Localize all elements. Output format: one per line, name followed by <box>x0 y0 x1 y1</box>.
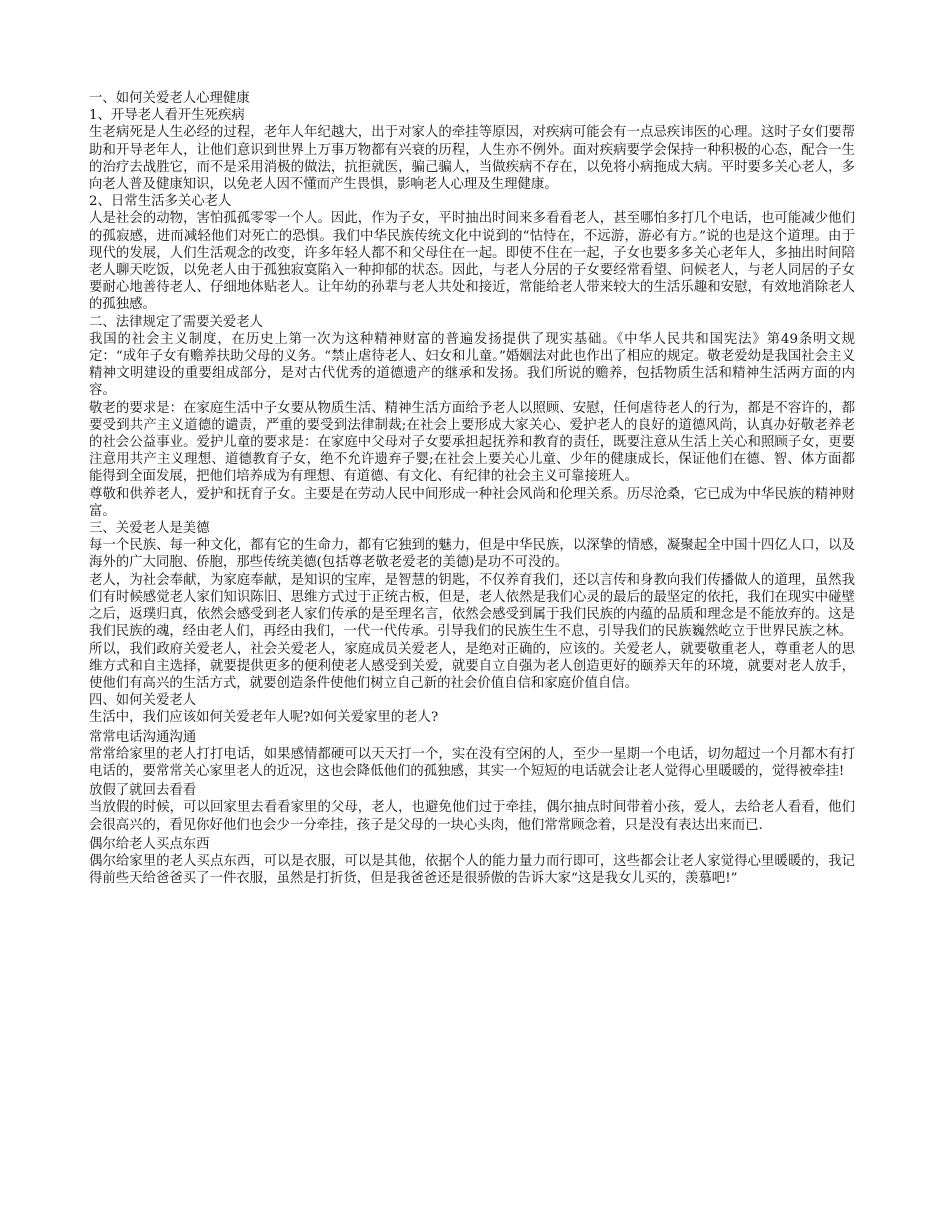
paragraph: 老人，为社会奉献，为家庭奉献，是知识的宝库，是智慧的钥匙，不仅养育我们，还以言传和身教向我们传播做人的道理，虽然我们有时候感觉老人家们知识陈旧、思维方式过于正统古板，但是，老人依然是我们心灵的最后的最坚定的依托，我们在现实中碰壁之后，返璞归真，依然会感受到老人家们传承的是至理名言，依然会感受到属于我们民族的内蕴的品质和理念是不能放弃的。这是我们民族的魂，经由老人们，再经由我们，一代一代传承。引导我们的民族生生不息，引导我们的民族巍然屹立于世界民族之林。 <box>89 572 855 640</box>
paragraph: 所以，我们政府关爱老人，社会关爱老人，家庭成员关爱老人，是绝对正确的，应该的。关爱老人，就要敬重老人，尊重老人的思维方式和自主选择，就要提供更多的便利使老人感受到关爱，就要自立自强为老人创造更好的颐养天年的环境，就要对老人放手，使他们有高兴的生活方式，就要创造条件使他们树立自己新的社会价值自信和家庭价值自信。 <box>89 641 855 691</box>
paragraph: 生活中，我们应该如何关爱老年人呢?如何关爱家里的老人? <box>89 710 439 726</box>
document-body <box>89 90 855 887</box>
paragraph: 我国的社会主义制度，在历史上第一次为这种精神财富的普遍发扬提供了现实基础。《中华人民共和国宪法》第49条明文规定：“成年子女有赡养扶助父母的义务。“禁止虐待老人、妇女和儿童。”婚姻法对此也作出了相应的规定。敬老爱幼是我国社会主义精神文明建设的重要组成部分，是对古代优秀的道德遗产的继承和发扬。我们所说的赡养，包括物质生活和精神生活两方面的内容。 <box>89 331 855 399</box>
subsection-heading: 2、日常生活多关心老人 <box>89 194 232 210</box>
paragraph: 生老病死是人生必经的过程，老年人年纪越大，出于对家人的牵挂等原因，对疾病可能会有一点忌疾讳医的心理。这时子女们要帮助和开导老年人，让他们意识到世界上万事万物都有兴衰的历程，人生亦不例外。面对疾病要学会保持一种积极的心态，配合一生的治疗去战胜它，而不是采用消极的做法，抗拒就医，骗己骗人，当做疾病不存在，以免将小病拖成大病。平时要多关心老人，多向老人普及健康知识，以免老人因不懂而产生畏惧，影响老人心理及生理健康。 <box>89 125 855 193</box>
paragraph: 每一个民族、每一种文化，都有它的生命力，都有它独到的魅力，但是中华民族，以深挚的情感，凝聚起全中国十四亿人口，以及海外的广大同胞、侨胞，那些传统美德(包括尊老敬老爱老的美德)是功不可没的。 <box>89 538 855 571</box>
paragraph: 偶尔给家里的老人买点东西，可以是衣服，可以是其他，依据个人的能力量力而行即可，这些都会让老人家觉得心里暖暖的，我记得前些天给爸爸买了一件衣服，虽然是打折货，但是我爸爸还是很骄傲的告诉大家“这是我女儿买的，羡慕吧!” <box>89 853 855 887</box>
subsection-heading: 常常电话沟通沟通 <box>89 729 197 745</box>
paragraph: 敬老的要求是：在家庭生活中子女要从物质生活、精神生活方面给予老人以照顾、安慰，任何虐待老人的行为，都是不容许的，都要受到共产主义道德的谴责，严重的要受到法律制裁;在社会上要形成大家关心、爱护老人的良好的道德风尚，认真办好敬老养老的社会公益事业。爱护儿童的要求是：在家庭中父母对子女要承担起抚养和教育的责任，既要注意从生活上关心和照顾子女，更要注意用共产主义理想、道德教育子女，绝不允许遗弃子婴;在社会上要关心儿童、少年的健康成长，保证他们在德、智、体方面都能得到全面发展，把他们培养成为有理想、有道德、有文化、有纪律的社会主义可靠接班人。 <box>89 400 855 485</box>
subsection-heading: 1、开导老人看开生死疾病 <box>89 108 245 124</box>
paragraph: 人是社会的动物，害怕孤孤零零一个人。因此，作为子女，平时抽出时间来多看看老人，甚至哪怕多打几个电话，也可能减少他们的孤寂感，进而减轻他们对死亡的恐惧。我们中华民族传统文化中说到的“怙恃在，不远游，游必有方。”说的也是这个道理。由于现代的发展，人们生活观念的改变，许多年轻人都不和父母住在一起。即使不住在一起，子女也要多多关心老年人，多抽出时间陪老人聊天吃饭，以免老人由于孤独寂寞陷入一种抑郁的状态。因此，与老人分居的子女要经常看望、问候老人，与老人同居的子女要耐心地善待老人、仔细地体贴老人。让年幼的孙辈与老人共处和接近，常能给老人带来较大的生活乐趣和安慰，有效地消除老人的孤独感。 <box>89 211 855 313</box>
subsection-heading: 偶尔给老人买点东西 <box>89 836 210 852</box>
section-heading: 二、法律规定了需要关爱老人 <box>89 314 264 330</box>
paragraph: 常常给家里的老人打打电话，如果感情都硬可以天天打一个，实在没有空闲的人，至少一星期一个电话，切勿超过一个月都木有打电话的，要常常关心家里老人的近况，这也会降低他们的孤独感，其实一个短短的电话就会让老人觉得心里暖暖的，觉得被牵挂! <box>89 746 855 779</box>
paragraph: 当放假的时候，可以回家里去看看家里的父母，老人，也避免他们过于牵挂，偶尔抽点时间带着小孩，爱人，去给老人看看，他们会很高兴的，看见你好他们也会少一分牵挂，孩子是父母的一块心头肉，他们常常顾念着，只是没有表达出来而已. <box>89 800 855 833</box>
paragraph: 尊敬和供养老人，爱护和抚育子女。主要是在劳动人民中间形成一种社会风尚和伦理关系。历尽沧桑，它已成为中华民族的精神财富。 <box>89 486 855 519</box>
section-heading: 四、如何关爱老人 <box>89 693 197 709</box>
section-heading: 一、如何关爱老人心理健康 <box>89 91 250 106</box>
subsection-heading: 放假了就回去看看 <box>89 783 197 799</box>
section-heading: 三、关爱老人是美德 <box>89 521 210 537</box>
